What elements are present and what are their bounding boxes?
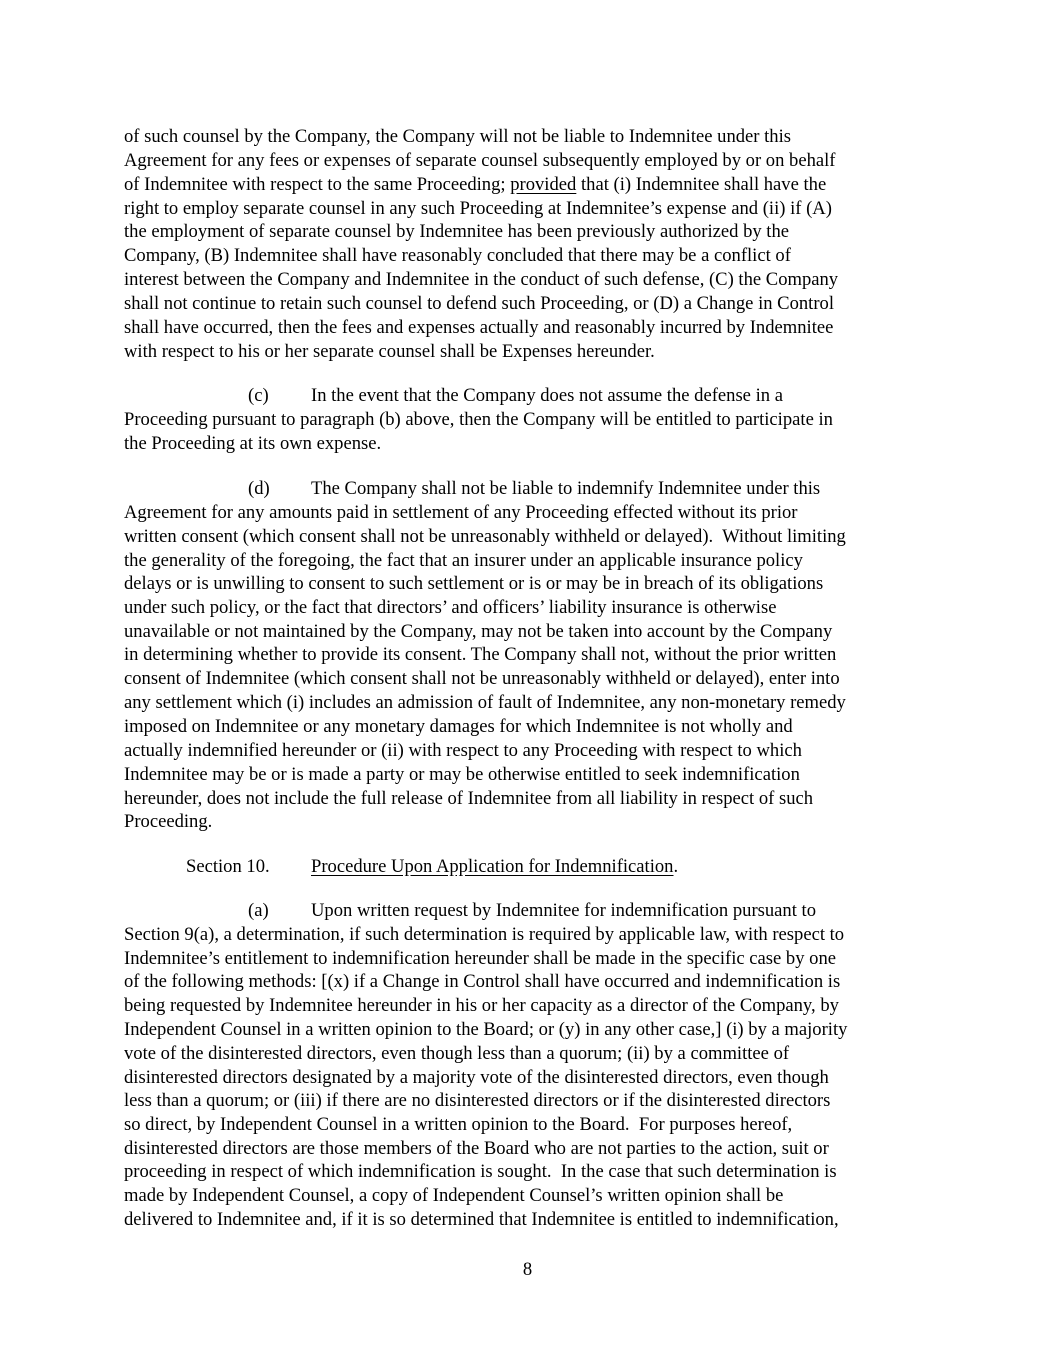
text-line: in determining whether to provide its consent. The Company shall not, without the prior written — [124, 644, 837, 665]
text-line: under such policy, or the fact that directors’ and officers’ liability insurance is otherwise — [124, 597, 777, 618]
text-fragment: of Indemnitee with respect to the same Proceeding; — [124, 174, 511, 195]
text-line: imposed on Indemnitee or any monetary damages for which Indemnitee is not wholly and — [124, 716, 793, 737]
text-line: of such counsel by the Company, the Company will not be liable to Indemnitee under this — [124, 126, 792, 147]
section-number: Section 10. — [186, 856, 270, 877]
text-line — [124, 173, 826, 197]
paragraph-label: (a) — [248, 900, 269, 921]
text-line: Independent Counsel in a written opinion to the Board; or (y) in any other case,] (i) by a majority — [124, 1019, 848, 1040]
text-line: consent of Indemnitee (which consent shall not be unreasonably withheld or delayed), enter into — [124, 668, 840, 689]
text-line: shall have occurred, then the fees and expenses actually and reasonably incurred by Indemnitee — [124, 317, 834, 338]
text-line: made by Independent Counsel, a copy of Independent Counsel’s written opinion shall be — [124, 1185, 784, 1206]
text-line: Indemnitee’s entitlement to indemnification hereunder shall be made in the specific case by one — [124, 948, 836, 969]
page-number: 8 — [522, 1259, 533, 1280]
text-line: Upon written request by Indemnitee for indemnification pursuant to — [311, 900, 817, 921]
text-line: less than a quorum; or (iii) if there are no disinterested directors or if the disinterested directors — [124, 1090, 831, 1111]
text-line: The Company shall not be liable to indemnify Indemnitee under this — [311, 478, 821, 499]
section-title-period: . — [673, 856, 679, 877]
text-line: In the event that the Company does not assume the defense in a — [311, 385, 783, 406]
section-title-line — [311, 855, 678, 879]
text-line: of the following methods: [(x) if a Change in Control shall have occurred and indemnification is — [124, 971, 841, 992]
text-line: unavailable or not maintained by the Company, may not be taken into account by the Company — [124, 621, 833, 642]
text-line: proceeding in respect of which indemnification is sought. In the case that such determination is — [124, 1161, 837, 1182]
text-line: Proceeding. — [124, 811, 213, 832]
text-line: any settlement which (i) includes an admission of fault of Indemnitee, any non-monetary remedy — [124, 692, 846, 713]
section-title: Procedure Upon Application for Indemnification — [311, 856, 674, 877]
text-line: disinterested directors are those members of the Board who are not parties to the action, suit or — [124, 1138, 829, 1159]
provided-term: provided — [510, 174, 577, 195]
text-line: disinterested directors designated by a majority vote of the disinterested directors, even though — [124, 1067, 829, 1088]
text-line: vote of the disinterested directors, even though less than a quorum; (ii) by a committee of — [124, 1043, 790, 1064]
text-line: being requested by Indemnitee hereunder in his or her capacity as a director of the Company, by — [124, 995, 839, 1016]
text-line: interest between the Company and Indemnitee in the conduct of such defense, (C) the Company — [124, 269, 839, 290]
text-line: so direct, by Independent Counsel in a written opinion to the Board. For purposes hereof, — [124, 1114, 793, 1135]
text-line: shall not continue to retain such counsel to defend such Proceeding, or (D) a Change in Control — [124, 293, 835, 314]
text-line: right to employ separate counsel in any such Proceeding at Indemnitee’s expense and (ii) if (A) — [124, 198, 832, 219]
text-line: Indemnitee may be or is made a party or may be otherwise entitled to seek indemnification — [124, 764, 800, 785]
text-line: the Proceeding at its own expense. — [124, 433, 382, 454]
text-line: Section 9(a), a determination, if such determination is required by applicable law, with respect to — [124, 924, 845, 945]
text-line: the employment of separate counsel by Indemnitee has been previously authorized by the — [124, 221, 790, 242]
text-line: delays or is unwilling to consent to such settlement or is or may be in breach of its obligations — [124, 573, 824, 594]
text-line: with respect to his or her separate counsel shall be Expenses hereunder. — [124, 341, 655, 362]
text-line: written consent (which consent shall not be unreasonably withheld or delayed). Without limiting — [124, 526, 846, 547]
text-line: Agreement for any amounts paid in settlement of any Proceeding effected without its prior — [124, 502, 798, 523]
text-line: actually indemnified hereunder or (ii) with respect to any Proceeding with respect to which — [124, 740, 802, 761]
text-line: hereunder, does not include the full release of Indemnitee from all liability in respect of such — [124, 788, 814, 809]
paragraph-label: (c) — [248, 385, 269, 406]
text-line: Proceeding pursuant to paragraph (b) above, then the Company will be entitled to participate in — [124, 409, 833, 430]
text-fragment: that (i) Indemnitee shall have the — [576, 174, 827, 195]
text-line: Company, (B) Indemnitee shall have reasonably concluded that there may be a conflict of — [124, 245, 791, 266]
paragraph-label: (d) — [248, 478, 270, 499]
text-line: Agreement for any fees or expenses of separate counsel subsequently employed by or on behalf — [124, 150, 836, 171]
text-line: the generality of the foregoing, the fact that an insurer under an applicable insurance policy — [124, 550, 803, 571]
text-line: delivered to Indemnitee and, if it is so determined that Indemnitee is entitled to indemnification, — [124, 1209, 839, 1230]
